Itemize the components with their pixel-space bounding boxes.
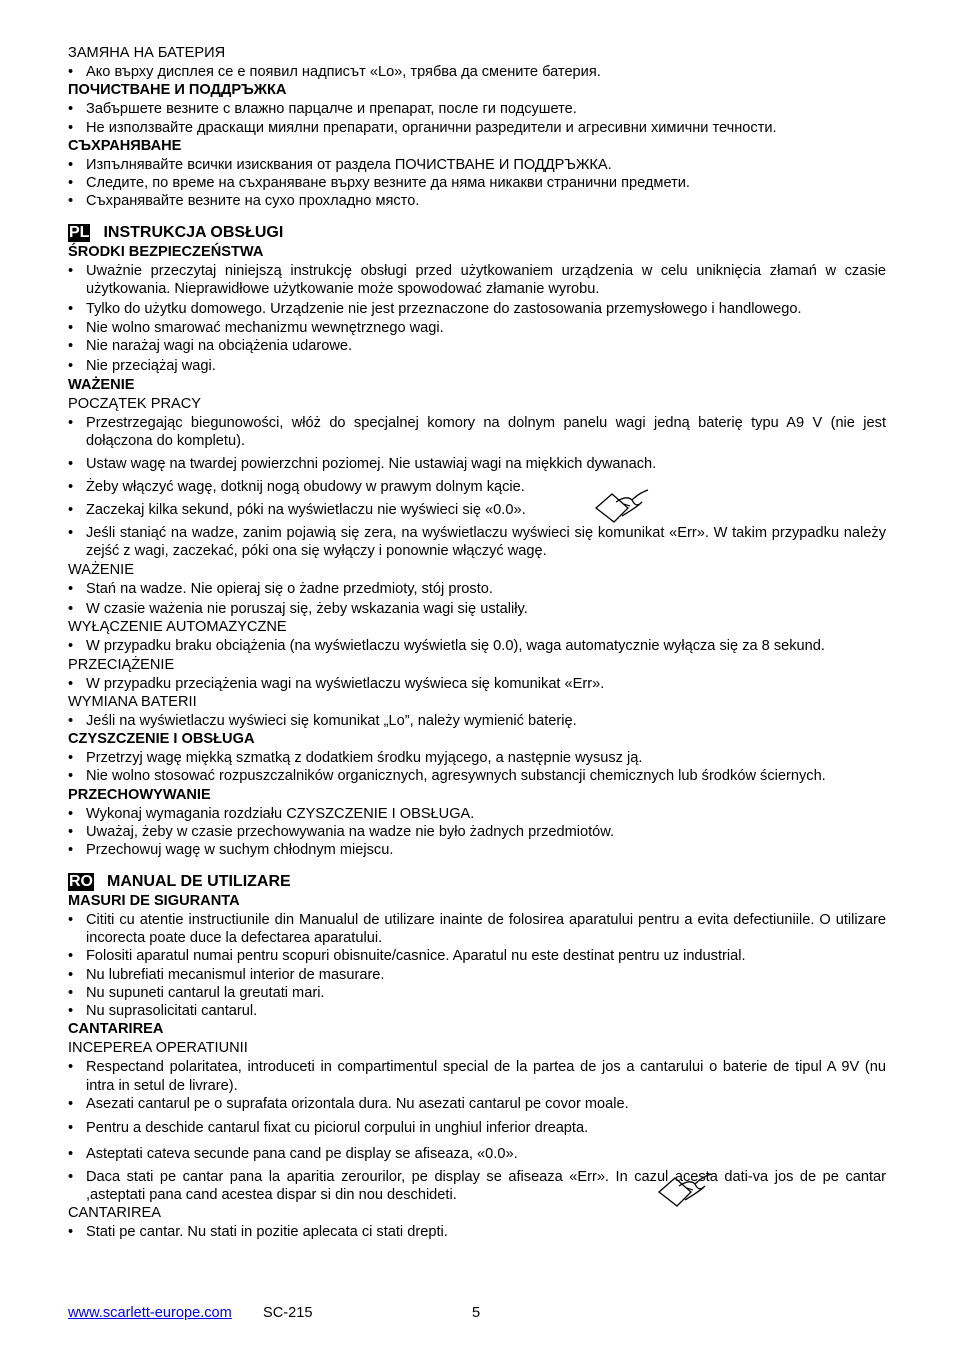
list-item: • Nie wolno stosować rozpuszczalników organicznych, agresywnych substancji chemicznych lub środków ściernych. <box>68 767 886 785</box>
list-item: • Przestrzegając biegunowości, włóż do specjalnej komory na dolnym panelu wagi jedną baterię typu A9 V (nie jest dołączona do kompletu). <box>68 414 886 451</box>
list-item: • Nie przeciążaj wagi. <box>68 357 886 375</box>
pl-battery-title: WYMIANA BATERII <box>68 693 197 710</box>
ro-weighing2-title: CANTARIREA <box>68 1205 161 1222</box>
list-item: • Folositi aparatul numai pentru scopuri obisnuite/casnice. Aparatul nu este destinat pentru uz industrial. <box>68 947 886 965</box>
ro-start-title: INCEPEREA OPERATIUNII <box>68 1040 248 1057</box>
bg-battery-list <box>68 63 886 81</box>
document-page <box>68 44 886 1242</box>
list-item: • Следите, по време на съхраняване върху везните да няма никакви странични предмети. <box>68 174 886 192</box>
page-number: 5 <box>472 1305 481 1321</box>
pl-weighing2-title: WAŻENIE <box>68 561 134 578</box>
pl-storage-title: PRZECHOWYWANIE <box>68 786 211 803</box>
pl-auto-list <box>68 637 886 655</box>
pl-storage-list <box>68 805 886 860</box>
list-item: • Wykonaj wymagania rozdziału CZYSZCZENIE I OBSŁUGA. <box>68 805 886 823</box>
list-item: • Żeby włączyć wagę, dotknij nogą obudowy w prawym dolnym kącie. <box>68 478 886 496</box>
list-item: • Przetrzyj wagę miękką szmatką z dodatkiem środku myjącego, a następnie wysusz ją. <box>68 749 886 767</box>
list-item: • W czasie ważenia nie poruszaj się, żeby wskazania wagi się ustaliły. <box>68 600 886 618</box>
list-item: • Daca stati pe cantar pana la aparitia zerourilor, pe display se afiseaza «Err». In cazul acesta dati-va jos de pe cantar ,asteptati pana cand acestea dispar si din nou deschideti. <box>68 1168 886 1205</box>
pl-section-header <box>68 223 886 243</box>
pl-section-title: INSTRUKCJA OBSŁUGI <box>103 223 284 241</box>
list-item: • Asezati cantarul pe o suprafata orizontala dura. Nu asezati cantarul pe covor moale. <box>68 1095 886 1113</box>
pl-start-title: POCZĄTEK PRACY <box>68 395 201 412</box>
list-item: • Zaczekaj kilka sekund, póki na wyświetlaczu nie wyświeci się «0.0». <box>68 501 886 519</box>
list-item: • W przypadku braku obciążenia (na wyświetlaczu wyświetla się 0.0), waga automatycznie wyłącza się za 8 sekund. <box>68 637 886 655</box>
ro-weighing-title: CANTARIREA <box>68 1021 164 1038</box>
bg-cleaning-list <box>68 100 886 137</box>
list-item: • Nu lubrefiati mecanismul interior de masurare. <box>68 966 886 984</box>
ro-section-header <box>68 872 886 892</box>
ro-section-title: MANUAL DE UTILIZARE <box>107 872 291 890</box>
bg-cleaning-title: ПОЧИСТВАНЕ И ПОДДРЪЖКА <box>68 82 287 99</box>
ro-weighing2-list <box>68 1223 886 1241</box>
list-item: • Забършете везните с влажно парцалче и препарат, после ги подсушете. <box>68 100 886 118</box>
list-item: • Asteptati cateva secunde pana cand pe display se afiseaza, «0.0». <box>68 1145 886 1163</box>
list-item: • Съхранявайте везните на сухо прохладно място. <box>68 192 886 210</box>
pl-overload-title: PRZECIĄŻENIE <box>68 656 175 673</box>
list-item: • W przypadku przeciążenia wagi na wyświetlaczu wyświeca się komunikat «Err». <box>68 675 886 693</box>
foot-touch-icon <box>592 486 654 530</box>
ro-safety-title: MASURI DE SIGURANTA <box>68 892 240 909</box>
list-item: • Stati pe cantar. Nu stati in pozitie aplecata ci stati drepti. <box>68 1223 886 1241</box>
list-item: • Przechowuj wagę w suchym chłodnym miejscu. <box>68 841 886 859</box>
list-item: • Не използвайте драскащи миялни препарати, органични разредители и агресивни химични течности. <box>68 119 886 137</box>
model-number: SC-215 <box>263 1305 313 1321</box>
ro-language-tag: RO <box>69 872 93 890</box>
list-item: • Nu suprasolicitati cantarul. <box>68 1002 886 1020</box>
pl-battery-list <box>68 712 886 730</box>
list-item: • Pentru a deschide cantarul fixat cu piciorul corpului in unghiul inferior dreapta. <box>68 1119 886 1137</box>
pl-auto-title: WYŁĄCZENIE AUTOMAZYCZNE <box>68 619 287 636</box>
pl-weighing-title: WAŻENIE <box>68 376 135 393</box>
list-item: • Uważaj, żeby w czasie przechowywania na wadze nie było żadnych przedmiotów. <box>68 823 886 841</box>
website-link[interactable]: www.scarlett-europe.com <box>68 1305 232 1321</box>
pl-cleaning-list <box>68 749 886 786</box>
pl-overload-list <box>68 675 886 693</box>
pl-start-list <box>68 414 886 561</box>
list-item: • Jeśli na wyświetlaczu wyświeci się komunikat „Lo”, należy wymienić baterię. <box>68 712 886 730</box>
pl-safety-list <box>68 262 886 376</box>
list-item: • Nie wolno smarować mechanizmu wewnętrznego wagi. <box>68 319 886 337</box>
list-item: • Uważnie przeczytaj niniejszą instrukcję obsługi przed użytkowaniem urządzenia w celu uniknięcia złamań w czasie użytkowania. Nieprawidłowe użytkowanie może spowodować złamanie wyrobu. <box>68 262 886 299</box>
ro-start-list <box>68 1058 886 1204</box>
list-item: • Изпълнявайте всички изисквания от раздела ПОЧИСТВАНЕ И ПОДДРЪЖКА. <box>68 156 886 174</box>
ro-safety-list <box>68 911 886 1021</box>
pl-cleaning-title: CZYSZCZENIE I OBSŁUGA <box>68 731 255 748</box>
page-footer <box>68 1304 886 1322</box>
bg-storage-list <box>68 156 886 211</box>
foot-touch-icon <box>655 1170 717 1214</box>
pl-weighing2-list <box>68 580 886 619</box>
list-item: • Tylko do użytku domowego. Urządzenie nie jest przeznaczone do zastosowania przemysłowego i handlowego. <box>68 300 886 318</box>
pl-safety-title: ŚRODKI BEZPIECZEŃSTWA <box>68 243 264 260</box>
list-item: • Ако върху дисплея се е появил надписът «Lo», трябва да смените батерия. <box>68 63 886 81</box>
list-item: • Jeśli staniąć na wadze, zanim pojawią się zera, na wyświetlaczu wyświeci się komunikat «Err». W takim przypadku należy zejść z wagi, zaczekać, póki ona się wyłączy i ponownie włączyć wagę. <box>68 524 886 561</box>
list-item: • Ustaw wagę na twardej powierzchni poziomej. Nie ustawiaj wagi na miękkich dywanach. <box>68 455 886 473</box>
list-item: • Nu supuneti cantarul la greutati mari. <box>68 984 886 1002</box>
list-item: • Respectand polaritatea, introduceti in compartimentul special de la partea de jos a cantarului o baterie de tipul A 9V (nu intra in setul de livrare). <box>68 1058 886 1095</box>
pl-language-tag: PL <box>69 223 90 241</box>
list-item: • Stań na wadze. Nie opieraj się o żadne przedmioty, stój prosto. <box>68 580 886 598</box>
bg-storage-title: СЪХРАНЯВАНЕ <box>68 137 182 154</box>
bg-battery-title: ЗАМЯНА НА БАТЕРИЯ <box>68 45 226 61</box>
list-item: • Nie narażaj wagi na obciążenia udarowe. <box>68 337 886 355</box>
list-item: • Cititi cu atentie instructiunile din Manualul de utilizare inainte de folosirea aparatului pentru a evita defectiuniile. O utilizare incorecta poate duce la defectarea aparatului. <box>68 911 886 948</box>
